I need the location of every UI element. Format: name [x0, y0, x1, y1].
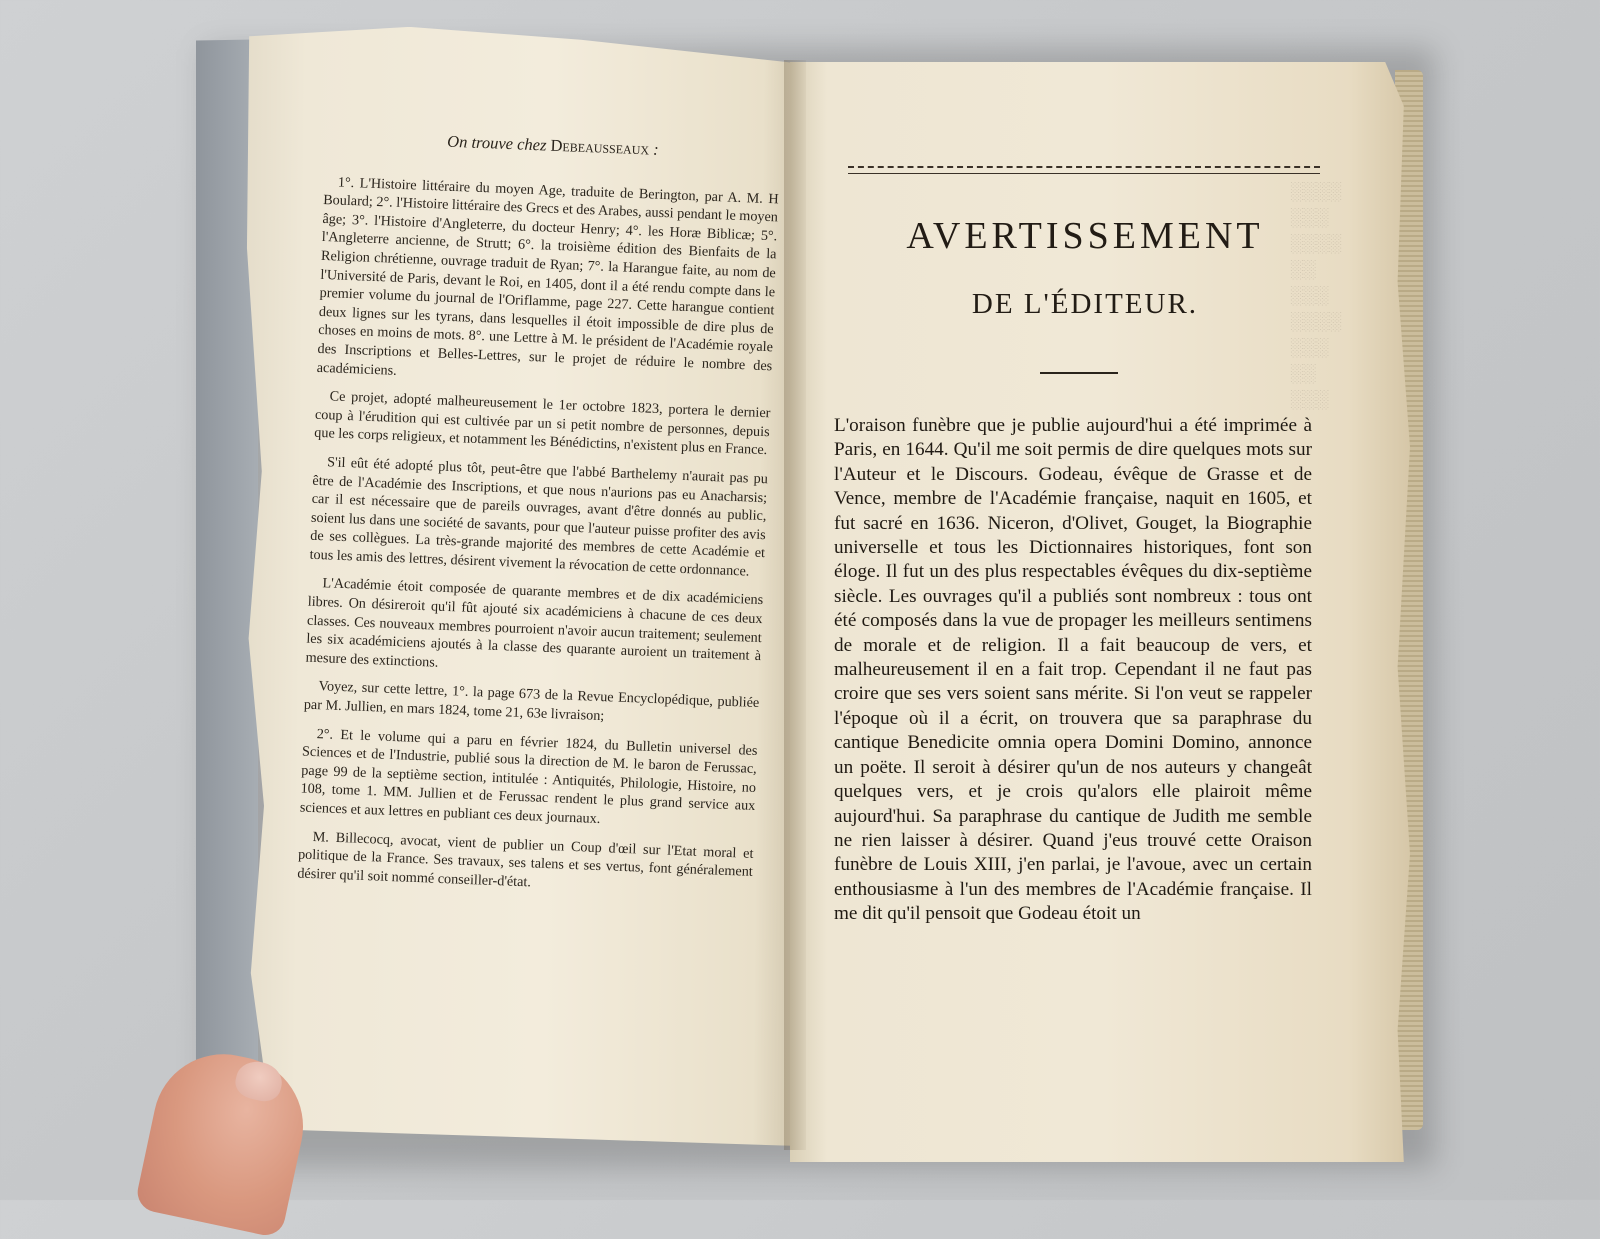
ornamental-rule — [848, 166, 1320, 174]
left-paragraph: S'il eût été adopté plus tôt, peut-être que l'abbé Barthelemy n'aurait pas pu être de l'Académie des Inscriptions, et que nous n'aurions pas eu Anacharsis; car il est nécessaire que de pareils ouvrages, avant d'être donnés au public, soient lus dans une société de savants, pour que l'auteur puisse profiter des avis de ses collègues. La très-grande majorité des membres de cette Académie et tous les amis des lettres, désirent vivement la révocation de cette ordonnance. — [309, 454, 769, 580]
left-paragraph: L'Académie étoit composée de quarante membres et de dix académiciens libres. On désireroit qu'il fût ajouté six académiciens à chacune de ces deux classes. Ces nouveaux membres pourroient n'avoir aucun traitement; seulement les six académiciens ajoutés à la classe des quarante auroient un traitement à mesure des extinctions. — [305, 575, 764, 671]
page-subtitle: DE L'ÉDITEUR. — [971, 288, 1199, 320]
left-paragraph: Ce projet, adopté malheureusement le 1er octobre 1823, portera le dernier coup à l'érudition qui est cultivée par un si petit nombre de personnes, depuis que les corps religieux, et notamment les Bénédictins, n'existent plus en France. — [313, 388, 771, 459]
publisher-name: Debeausseaux — [550, 135, 650, 159]
right-page-text — [834, 414, 1312, 927]
page-title: AVERTISSEMENT — [906, 215, 1264, 257]
bleed-through: ░░░░ ░░░ ░░░░ ░░ ░░░ ░░░░ ░░░ ░░ ░░░ — [1290, 181, 1342, 409]
heading-prefix: On trouve chez — [446, 131, 551, 155]
left-page-text — [297, 128, 781, 910]
heading-suffix: : — [648, 139, 660, 159]
left-paragraph: 2°. Et le volume qui a paru en février 1824, du Bulletin universel des Sciences et de l'Industrie, publié sous la direction de M. le baron de Ferussac, page 99 de la septième section, intitulée : Antiquités, Philologie, Histoire, no 108, tome 1. MM. Jullien et de Ferussac rendent le plus grand service aux sciences et aux lettres en publiant ces deux journaux. — [299, 725, 758, 828]
book-gutter — [784, 60, 806, 1150]
left-paragraph: Voyez, sur cette lettre, 1°. la page 673 de la Revue Encyclopédique, publiée par M. Jullien, en mars 1824, tome 21, 63e livraison; — [303, 678, 760, 725]
title-divider — [1040, 372, 1118, 374]
body-paragraph: L'oraison funèbre que je publie aujourd'hui a été imprimée à Paris, en 1644. Qu'il me soit permis de dire quelques mots sur l'Auteur et le Discours. Godeau, évêque de Grasse et de Vence, membre de l'Académie française, naquit en 1605, et fut sacré en 1636. Niceron, d'Olivet, Gouget, la Biographie universelle et tous les Dictionnaires historiques, font son éloge. Il fut un des plus respectables évêques du dix-septième siècle. Les ouvrages qu'il a publiés sont nombreux : tous ont été composés dans la vue de propager les meilleurs sentimens de morale et de religion. Il a fait beaucoup de vers, et malheureusement il en a fait trop. Cependant il ne faut pas croire que ses vers soient sans mérite. Si l'on veut se rappeler l'époque où il a écrit, on trouvera que sa paraphrase du cantique Benedicite omnia opera Domini Domino, annonce un poëte. Il seroit à désirer qu'un de nos auteurs y changeât quelques vers, et je crois qu'alors elle plairoit même aujourd'hui. Sa paraphrase du cantique de Judith me semble ne rien laisser à désirer. Quand j'eus trouvé cette Oraison funèbre de Louis XIII, j'en parlai, je l'avoue, avec un certain enthousiasme à l'un des membres de l'Académie française. Il me dit qu'il pensoit que Godeau étoit un — [834, 415, 1312, 925]
left-paragraph: M. Billecocq, avocat, vient de publier un Coup d'œil sur l'Etat moral et politique de la France. Ses travaux, ses talens et ses vertus, font généralement désirer qu'il soit nommé conseiller-d'état. — [297, 828, 754, 891]
left-paragraph: 1°. L'Histoire littéraire du moyen Age, traduite de Berington, par A. M. H Boulard; 2°. l'Histoire littéraire des Grecs et des Arabes, aussi pendant le moyen âge; 3°. l'Histoire d'Angleterre, du docteur Henry; 4°. les Horæ Biblicæ; 5°. l'Angleterre ancienne, de Strutt; 6°. la troisième édition des Bienfaits de la Religion chrétienne, ouvrage traduit de Ryan; 7°. la Harangue faite, au nom de l'Université de Paris, devant le Roi, en 1405, dont il a été rendu compte dans le premier volume du journal de l'Oriflamme, page 227. Cette harangue contient deux lignes sur les tyrans, dans lesquelles il étoit impossible de dire plus de choses en moins de mots. 8°. une Lettre à M. le président de l'Académie royale des Inscriptions et Belles-Lettres, sur le projet de réduire le nombre des académiciens. — [316, 174, 779, 379]
